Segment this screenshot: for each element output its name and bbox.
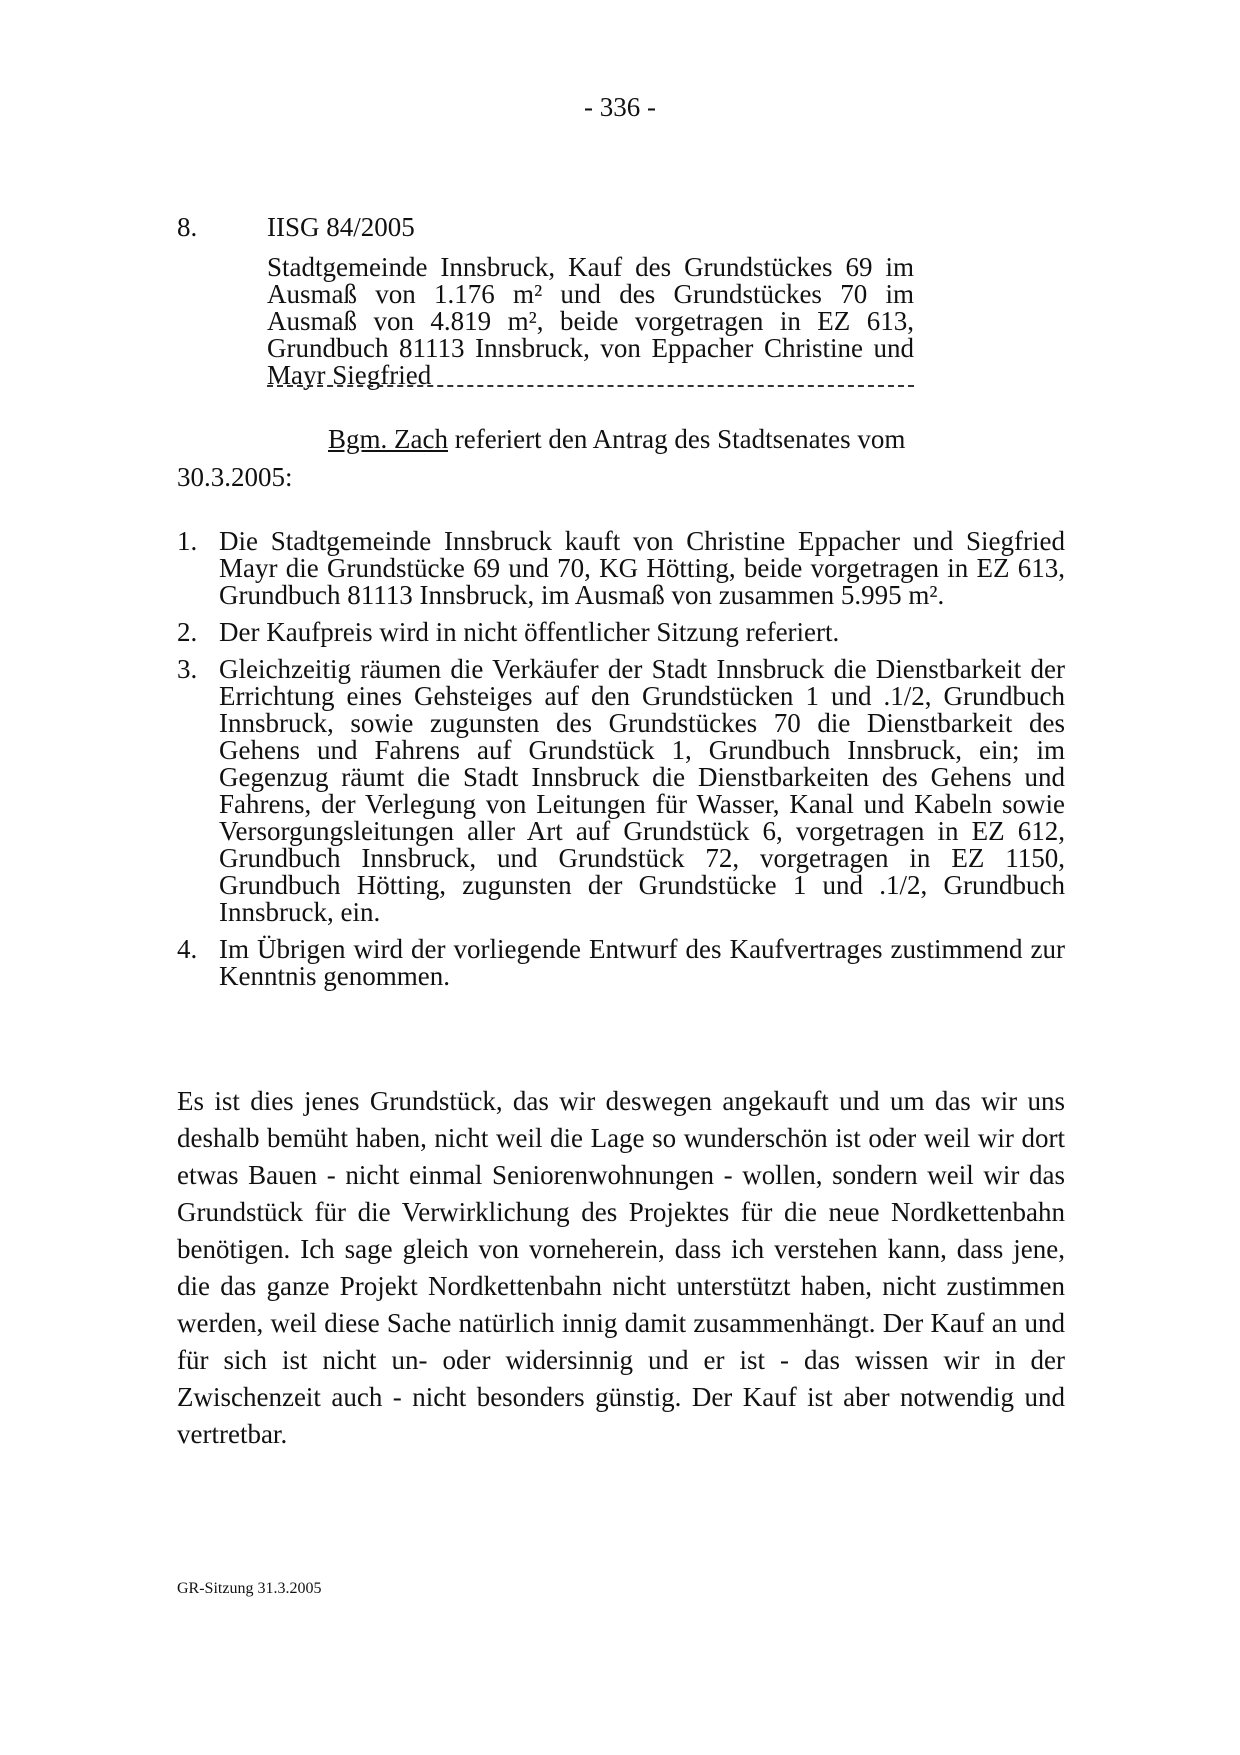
referral-text: referiert den Antrag des Stadtsenates vom bbox=[447, 424, 906, 454]
motion-item bbox=[177, 656, 1065, 926]
motion-item-text: Im Übrigen wird der vorliegende Entwurf des Kaufvertrages zustimmend zur Kenntnis genommen. bbox=[219, 934, 1065, 991]
motion-item-text: Gleichzeitig räumen die Verkäufer der Stadt Innsbruck die Dienstbarkeit der Errichtung eines Gehsteiges auf den Grundstücken 1 und .1/2, Grundbuch Innsbruck, sowie zugunsten des Grundstückes 70 die Dienstbarkeit des Gehens und Fahrens auf Grundstück 1, Grundbuch Innsbruck, ein; im Gegenzug räumt die Stadt Innsbruck die Dienstbarkeiten des Gehens und Fahrens, der Verlegung von Leitungen für Wasser, Kanal und Kabeln sowie Versorgungsleitungen aller Art auf Grundstück 6, vorgetragen in EZ 612, Grundbuch Innsbruck, und Grundstück 72, vorgetragen in EZ 1150, Grundbuch Hötting, zugunsten der Grundstücke 1 und .1/2, Grundbuch Innsbruck, ein. bbox=[219, 654, 1065, 927]
dashed-separator bbox=[267, 385, 914, 387]
page-number: - 336 - bbox=[584, 92, 656, 122]
agenda-item-header bbox=[177, 212, 415, 243]
motion-item-number: 2. bbox=[177, 617, 198, 647]
motion-item bbox=[177, 528, 1065, 609]
agenda-item-number: 8. bbox=[177, 212, 198, 242]
motion-item-text: Der Kaufpreis wird in nicht öffentlicher Sitzung referiert. bbox=[219, 617, 840, 647]
referral-line bbox=[328, 424, 905, 455]
motion-item-text: Die Stadtgemeinde Innsbruck kauft von Christine Eppacher und Siegfried Mayr die Grundstücke 69 und 70, KG Hötting, beide vorgetragen in EZ 613, Grundbuch 81113 Innsbruck, im Ausmaß von zusammen 5.995 m². bbox=[219, 526, 1065, 610]
motion-list bbox=[177, 528, 1065, 1000]
motion-item-number: 1. bbox=[177, 526, 198, 556]
agenda-item-reference: IISG 84/2005 bbox=[267, 212, 415, 242]
referral-date: 30.3.2005: bbox=[177, 462, 293, 492]
referral-speaker: Bgm. Zach bbox=[328, 424, 448, 454]
motion-item bbox=[177, 936, 1065, 990]
motion-item-number: 4. bbox=[177, 934, 198, 964]
speech-paragraph: Es ist dies jenes Grundstück, das wir deswegen angekauft und um das wir uns deshalb bemüht haben, nicht weil die Lage so wunderschön ist oder weil wir dort etwas Bauen - nicht einmal Seniorenwohnungen - wollen, sondern weil wir das Grundstück für die Verwirklichung des Projektes für die neue Nordkettenbahn benötigen. Ich sage gleich von vorneherein, dass ich verstehen kann, dass jene, die das ganze Projekt Nordkettenbahn nicht unterstützt haben, nicht zustimmen werden, weil diese Sache natürlich innig damit zusammenhängt. Der Kauf an und für sich ist nicht un- oder widersinnig und er ist - das wissen wir in der Zwischenzeit auch - nicht besonders günstig. Der Kauf ist aber notwendig und vertretbar. bbox=[177, 1086, 1065, 1449]
motion-item-number: 3. bbox=[177, 654, 198, 684]
motion-item bbox=[177, 619, 1065, 646]
agenda-item-title: Stadtgemeinde Innsbruck, Kauf des Grundstückes 69 im Ausmaß von 1.176 m² und des Grundstückes 70 im Ausmaß von 4.819 m², beide vorgetragen in EZ 613, Grundbuch 81113 Innsbruck, von Eppacher Christine und Mayr Siegfried bbox=[267, 252, 914, 390]
footer-session-label: GR-Sitzung 31.3.2005 bbox=[177, 1580, 322, 1597]
